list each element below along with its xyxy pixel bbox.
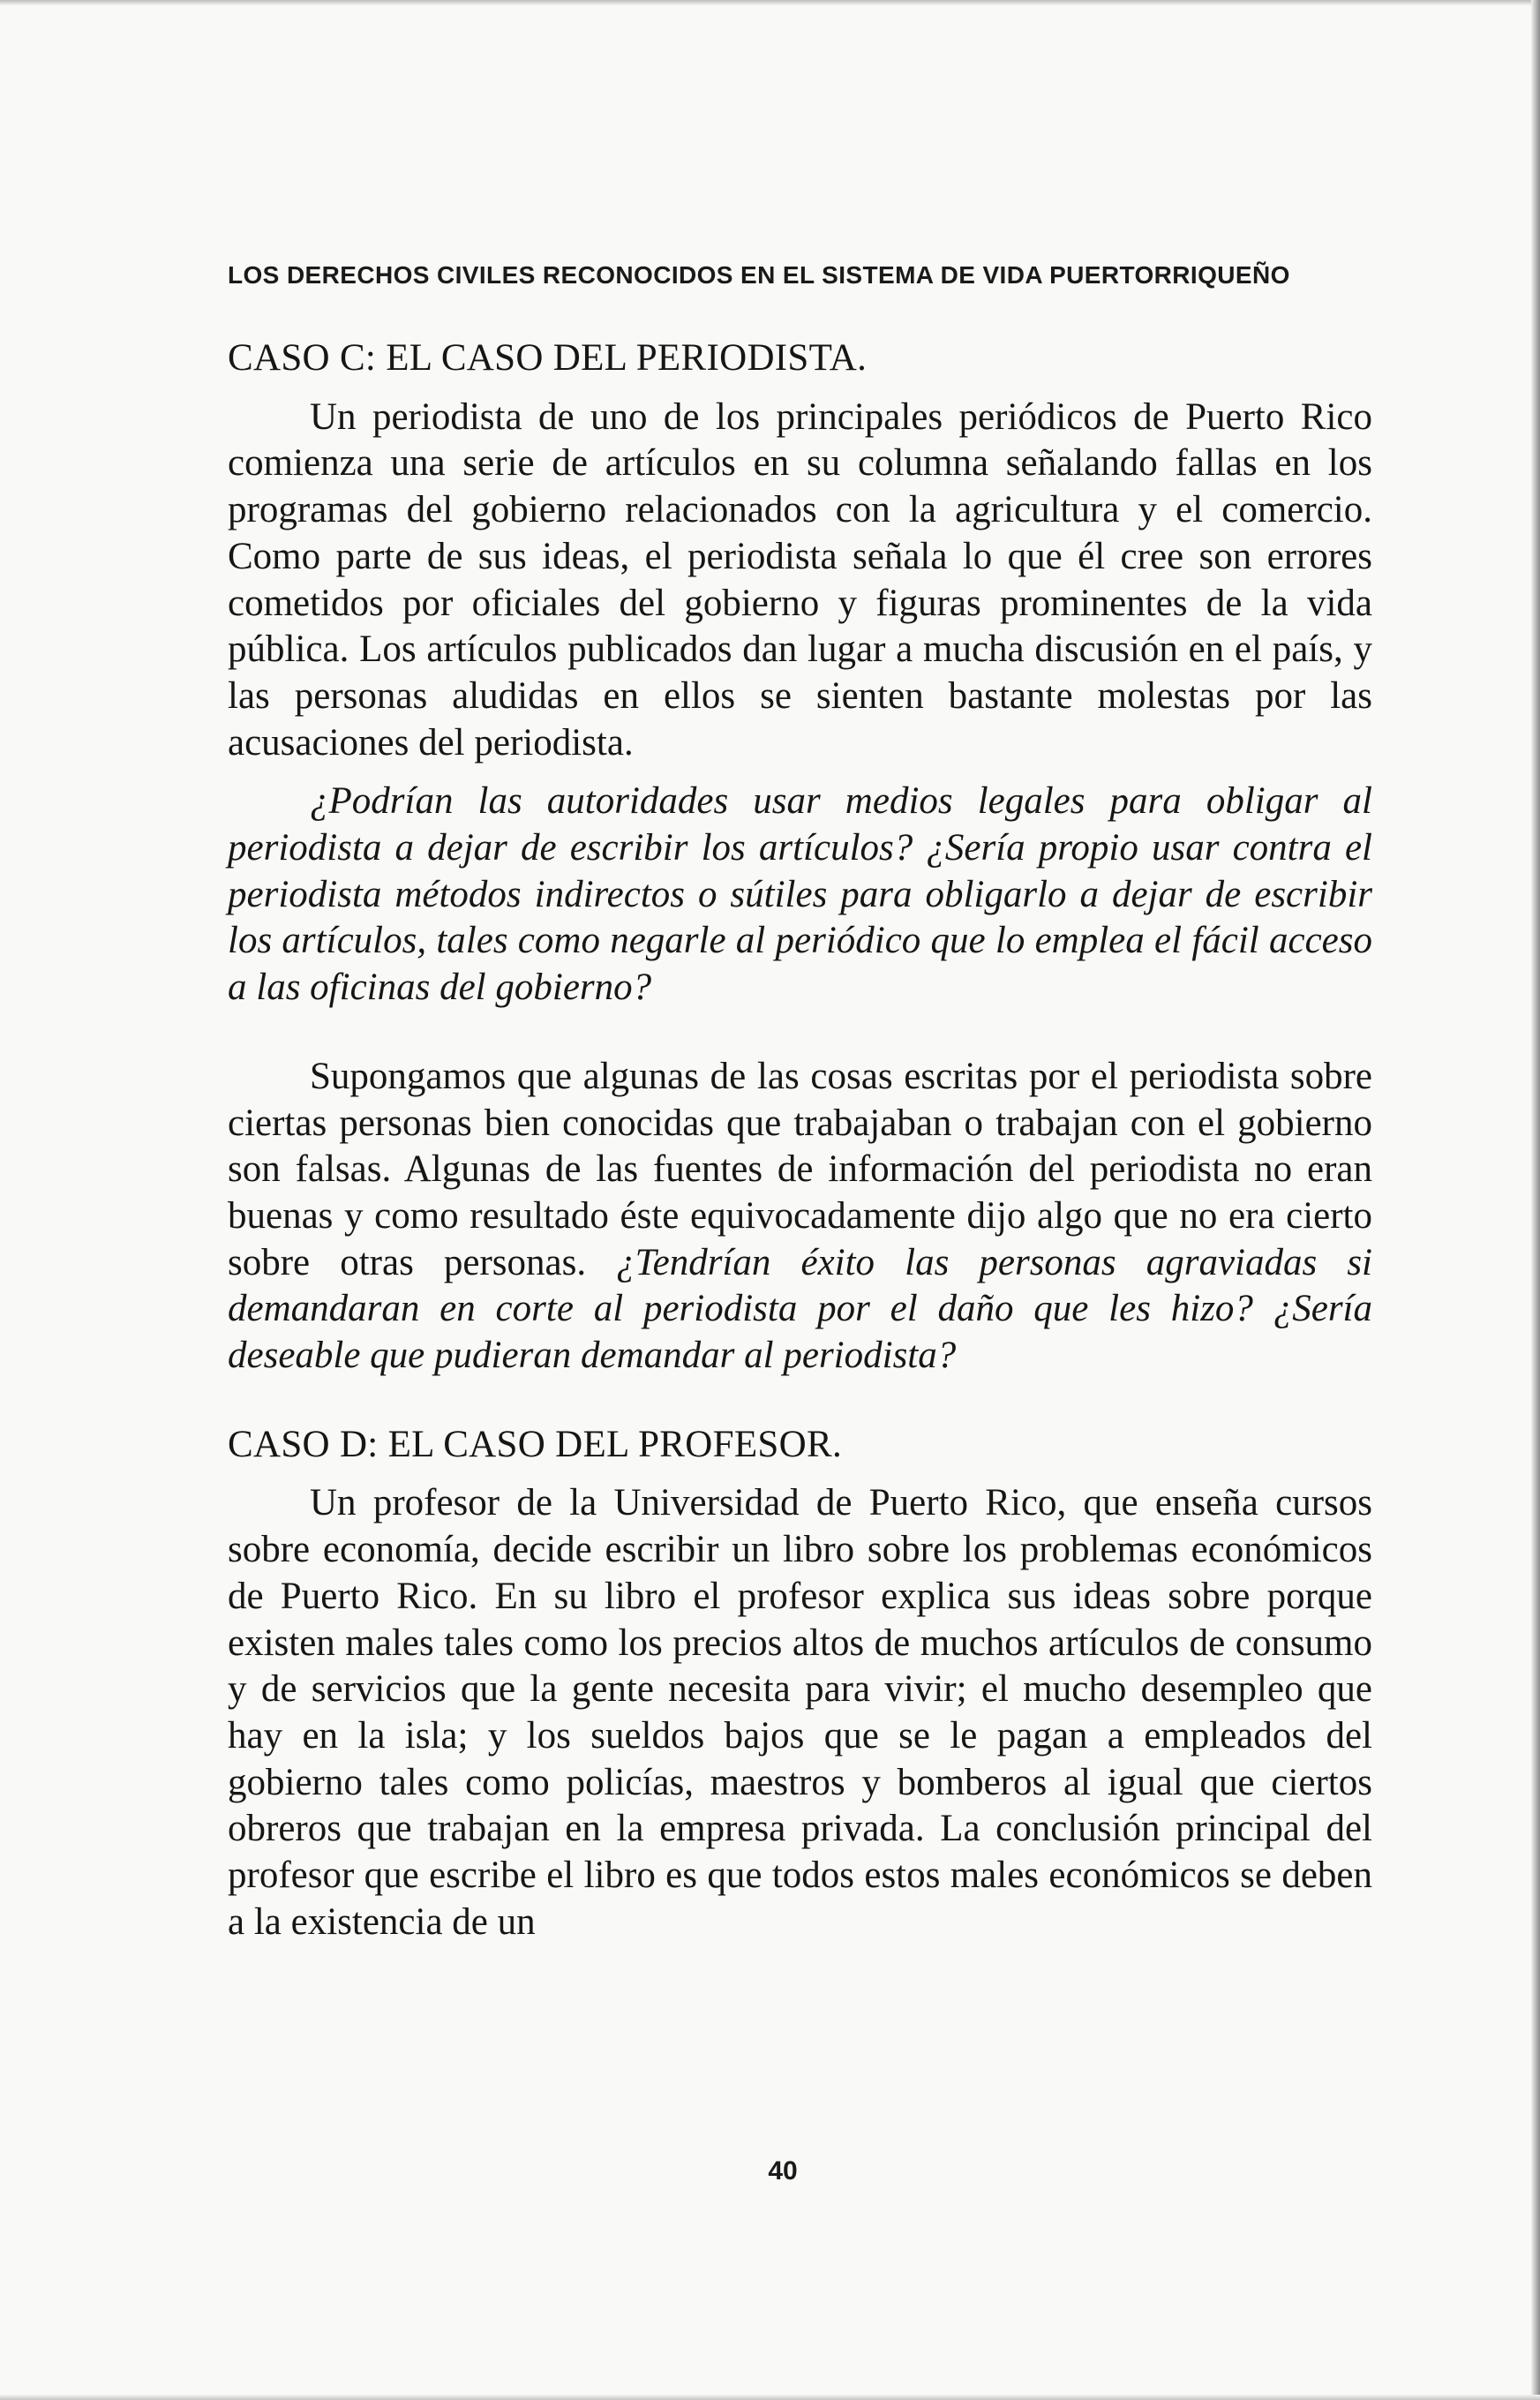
case-d-heading: CASO D: EL CASO DEL PROFESOR. — [228, 1423, 843, 1465]
page-body — [228, 335, 1372, 1946]
case-c-paragraph-3 — [228, 1054, 1372, 1380]
case-d-paragraph-1: Un profesor de la Universidad de Puerto Rico, que enseña cursos sobre economía, decide escribir un libro sobre los problemas económicos de Puerto Rico. En su libro el profesor explica sus ideas sobre porque existen males tales como los precios altos de muchos artículos de consumo y de servicios que la gente necesita para vivir; el mucho desempleo que hay en la isla; y los sueldos bajos que se le pagan a empleados del gobierno tales como policías, maestros y bomberos al igual que ciertos obreros que trabajan en la empresa privada. La conclusión principal del profesor que escribe el libro es que todos estos males económicos se deben a la existencia de un — [228, 1482, 1372, 1943]
page-bottom-edge — [0, 2395, 1540, 2400]
case-c-paragraph-3-text: Supongamos que algunas de las cosas escritas por el periodista sobre ciertas personas bien conocidas que trabajaban o trabajan con el gobierno son falsas. Algunas de las fuentes de información del periodista no eran buenas y como resultado éste equivocadamente dijo algo que no era cierto sobre otras personas. — [228, 1055, 1372, 1283]
page-top-edge — [0, 0, 1540, 5]
case-c-heading: CASO C: EL CASO DEL PERIODISTA. — [228, 337, 868, 379]
running-header: LOS DERECHOS CIVILES RECONOCIDOS EN EL SISTEMA DE VIDA PUERTORRIQUEÑO — [228, 261, 1290, 289]
page-right-edge — [1531, 0, 1540, 2400]
case-c-paragraph-1: Un periodista de uno de los principales periódicos de Puerto Rico comienza una serie de artículos en su columna señalando fallas en los programas del gobierno relacionados con la agricultura y el comercio. Como parte de sus ideas, el periodista señala lo que él cree son errores cometidos por oficiales del gobierno y figuras prominentes de la vida pública. Los artículos publicados dan lugar a mucha discusión en el país, y las personas aludidas en ellos se sienten bastante molestas por las acusaciones del periodista. — [228, 395, 1372, 764]
case-c-questions: ¿Podrían las autoridades usar medios legales para obligar al periodista a dejar de escribir los artículos? ¿Sería propio usar contra el periodista métodos indirectos o sútiles para obligarlo a dejar de escribir los artículos, tales como negarle al periódico que lo emplea el fácil acceso a las oficinas del gobierno? — [228, 780, 1372, 1009]
page-number: 40 — [768, 2156, 798, 2186]
case-c-paragraph-3-questions: ¿Tendrían éxito las personas agraviadas si demandaran en corte al periodista por el daño que les hizo? ¿Sería deseable que pudieran demandar al periodista? — [228, 1241, 1372, 1377]
